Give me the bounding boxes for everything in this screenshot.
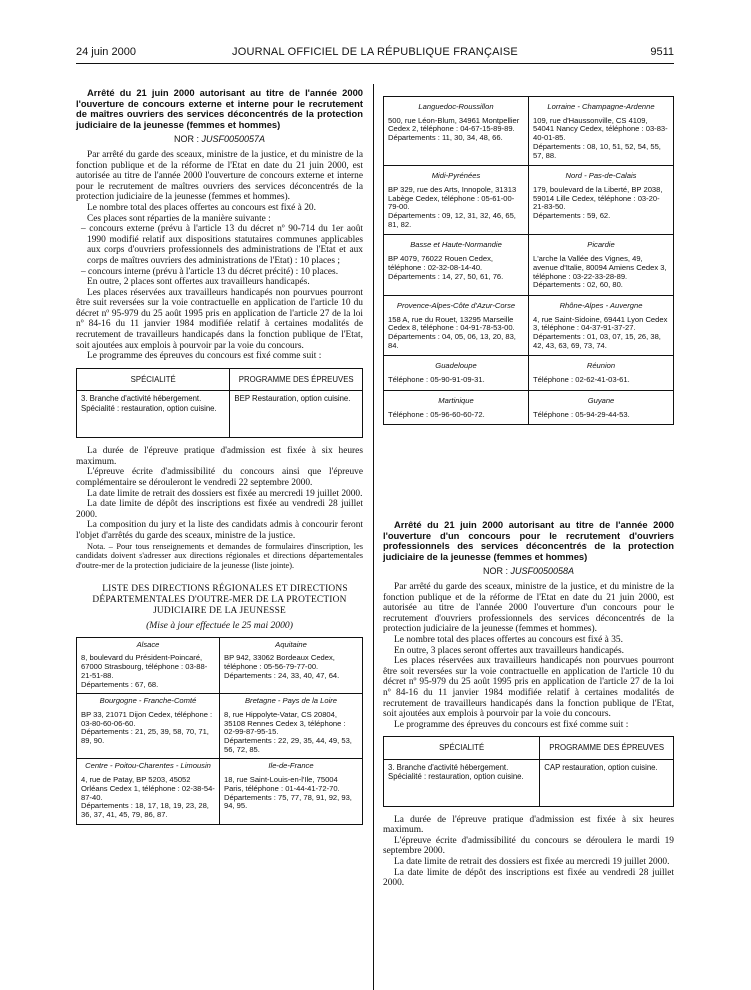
region-cell bbox=[529, 235, 674, 296]
paragraph: La date limite de retrait des dossiers est fixée au mercredi 19 juillet 2000. bbox=[87, 488, 363, 499]
region-departements: Départements : 02, 60, 80. bbox=[533, 280, 623, 290]
region-cell bbox=[77, 637, 220, 694]
region-phone: Téléphone : 05-96-60-60-72. bbox=[388, 409, 485, 419]
region-cell bbox=[384, 97, 529, 166]
region-cell bbox=[220, 694, 363, 759]
region-address: 4, rue Saint-Sidoine, 69441 Lyon Cedex 3, téléphone : 04-37-91-37-27. bbox=[533, 314, 668, 333]
table-cell: BEP Restauration, option cuisine. bbox=[230, 391, 363, 438]
region-name: Aquitaine bbox=[275, 639, 307, 649]
paragraph: Les places réservées aux travailleurs handicapés non pourvues pourront être suit reversées sur la voie contractuelle en application de l'article 10 du décret nº 95-979 du 25 août 1995 pris en application de l'article 27 de la loi nº 84-16 du 11 janvier 1984 modifiée relatif à certaines modalités de recrutement de travailleurs handicapés dans la fonction publique de l'Etat, soit ajoutées aux emplois à pourvoir par la voie du concours. bbox=[76, 287, 363, 351]
paragraph: La date limite de dépôt des inscriptions est fixée au vendredi 28 juillet 2000. bbox=[76, 499, 363, 520]
nor-label: NOR : bbox=[482, 566, 508, 577]
region-phone: Téléphone : 05-94-29-44-53. bbox=[533, 409, 630, 419]
header-rule bbox=[76, 63, 674, 64]
region-address: 158 A, rue du Rouet, 13295 Marseille Cedex 8, téléphone : 04-91-78-53-00. bbox=[388, 314, 515, 333]
region-address: 179, boulevard de la Liberté, BP 2038, 59014 Lille Cedex, téléphone : 03-20-21-83-50. bbox=[533, 184, 663, 212]
region-departements: Départements : 59, 62. bbox=[533, 211, 611, 221]
cell-line: Spécialité : restauration, option cuisine. bbox=[81, 403, 217, 413]
table-header: SPÉCIALITÉ bbox=[77, 368, 230, 390]
region-departements: Départements : 21, 25, 39, 58, 70, 71, 89, 90. bbox=[81, 727, 209, 746]
region-name: Provence-Alpes-Côte d'Azur-Corse bbox=[396, 300, 516, 310]
region-name: Picardie bbox=[587, 240, 615, 250]
region-cell bbox=[529, 166, 674, 235]
directions-table-left bbox=[76, 637, 363, 825]
region-name: Nord - Pas-de-Calais bbox=[565, 171, 637, 181]
programme-table bbox=[76, 368, 363, 438]
region-address: 18, rue Saint-Louis-en-l'Ile, 75004 Paris, téléphone : 01-44-41-72-70. bbox=[224, 775, 340, 793]
region-name: Basse et Haute-Normandie bbox=[410, 240, 502, 250]
region-name: Guyane bbox=[587, 395, 615, 405]
liste-subtitle: (Mise à jour effectuée le 25 mai 2000) bbox=[146, 620, 293, 632]
region-departements: Départements : 24, 33, 40, 47, 64. bbox=[224, 670, 340, 680]
paragraph: La composition du jury et la liste des candidats admis à concourir feront l'objet d'arrêtés du garde des sceaux, ministre de la justice. bbox=[76, 520, 363, 541]
region-cell bbox=[220, 759, 363, 824]
right-column bbox=[383, 520, 674, 889]
arrete1-nor bbox=[76, 134, 363, 145]
region-address: 8, rue Hippolyte-Vatar, CS 20804, 35108 Rennes Cedex 3, téléphone : 02-99-87-95-15. bbox=[224, 709, 346, 737]
region-name: Bretagne - Pays de la Loire bbox=[244, 696, 338, 706]
region-departements: Départements : 04, 05, 06, 13, 20, 83, 84. bbox=[388, 332, 516, 350]
region-address: BP 329, rue des Arts, Innopole, 31313 Labège Cedex, téléphone : 05-61-00-79-00. bbox=[388, 184, 517, 212]
cell-line: 3. Branche d'activité hébergement. bbox=[388, 762, 509, 772]
paragraph: En outre, 3 places seront offertes aux travailleurs handicapés. bbox=[394, 645, 624, 656]
paragraph: La date limite de retrait des dossiers est fixée au mercredi 19 juillet 2000. bbox=[394, 857, 670, 868]
table-header: PROGRAMME DES ÉPREUVES bbox=[230, 368, 363, 390]
paragraph: Par arrêté du garde des sceaux, ministre de la justice, et du ministre de la fonction publique et de la réforme de l'Etat en date du 21 juin 2000, est autorisée au titre de l'année 2000 l'ouverture de concours externe et interne pour le recrutement de maîtres ouvriers des services déconcentrés de la protection judiciaire de la jeunesse (femmes et hommes). bbox=[76, 149, 363, 203]
region-departements: Départements : 09, 12, 31, 32, 46, 65, 81, 82. bbox=[388, 211, 516, 229]
page-number: 9511 bbox=[650, 46, 674, 58]
page-header bbox=[76, 46, 674, 62]
region-name: Bourgogne - Franche-Comté bbox=[99, 696, 197, 706]
paragraph: L'épreuve écrite d'admissibilité du concours ainsi que l'épreuve complémentaire se dérouleront le vendredi 22 septembre 2000. bbox=[76, 467, 363, 489]
region-phone: Téléphone : 02-62-41-03-61. bbox=[533, 375, 630, 385]
paragraph: Le nombre total des places offertes au concours est fixé à 35. bbox=[394, 634, 623, 645]
region-departements: Départements : 22, 29, 35, 44, 49, 53, 56, 72, 85. bbox=[224, 736, 352, 754]
region-name: Midi-Pyrénées bbox=[431, 171, 481, 181]
region-departements: Départements : 18, 17, 18, 19, 23, 28, 36, 37, 41, 45, 79, 86, 87. bbox=[81, 801, 209, 819]
region-address: BP 4079, 76022 Rouen Cedex, téléphone : 02-32-08-14-40. bbox=[388, 254, 493, 272]
paragraph: Par arrêté du garde des sceaux, ministre de la justice, et du ministre de la fonction publique et de la réforme de l'Etat en date du 21 juin 2000, est autorisée au titre de l'année 2000 l'ouverture d'un concours pour le recrutement d'ouvriers professionnels des services déconcentrés de la protection judiciaire de la jeunesse (femmes et hommes). bbox=[383, 581, 674, 635]
region-address: 500, rue Léon-Blum, 34961 Montpellier Cedex 2, téléphone : 04-67-15-89-89. bbox=[388, 115, 520, 134]
region-name: Languedoc-Roussillon bbox=[418, 102, 494, 111]
region-cell bbox=[529, 390, 674, 424]
paragraph: Les places réservées aux travailleurs handicapés non pourvues pourront être soit reversées sur la voie contractuelle en application de l'article 10 du décret nº 95-979 du 25 août 1995 pris en application de l'article 27 de la loi nº 84-16 du 11 janvier 1984 modifiée relatif à certaines modalités de recrutement de travailleurs handicapés dans la fonction publique de l'Etat, soit ajoutées aux emplois à pourvoir par la voie du concours. bbox=[383, 656, 674, 720]
table-row bbox=[384, 759, 674, 806]
region-cell bbox=[220, 637, 363, 694]
liste-title: LISTE DES DIRECTIONS RÉGIONALES ET DIRECTIONS DÉPARTEMENTALES D'OUTRE-MER DE LA PROTECTION JUDICIAIRE DE LA JEUNESSE bbox=[92, 584, 348, 616]
arrete2-nor bbox=[383, 566, 674, 577]
region-cell bbox=[529, 97, 674, 166]
region-name: Rhône-Alpes - Auvergne bbox=[559, 300, 643, 310]
region-address: 8, boulevard du Président-Poincaré, 67000 Strasbourg, téléphone : 03-88-21-51-88. bbox=[81, 653, 208, 680]
region-name: Centre - Poitou-Charentes - Limousin bbox=[85, 761, 211, 771]
cell-line: Spécialité : restauration, option cuisine. bbox=[388, 772, 524, 782]
region-departements: Départements : 67, 68. bbox=[81, 679, 159, 689]
region-cell bbox=[529, 295, 674, 356]
region-cell bbox=[77, 694, 220, 759]
region-cell bbox=[529, 356, 674, 390]
header-date: 24 juin 2000 bbox=[76, 46, 136, 58]
paragraph: Ces places sont réparties de la manière suivante : bbox=[87, 213, 271, 224]
paragraph: En outre, 2 places sont offertes aux travailleurs handicapés. bbox=[87, 277, 310, 288]
table-cell bbox=[77, 391, 230, 438]
nor-code: JUSF0050058A bbox=[510, 566, 575, 577]
region-departements: Départements : 08, 10, 51, 52, 54, 55, 57, 88. bbox=[533, 141, 661, 160]
region-address: BP 942, 33062 Bordeaux Cedex, téléphone : 05-56-79-77-00. bbox=[224, 653, 335, 672]
left-column bbox=[76, 88, 363, 825]
region-address: 109, rue d'Haussonville, CS 4109, 54041 Nancy Cedex, téléphone : 03-83-40-01-85. bbox=[533, 115, 668, 143]
table-cell bbox=[384, 759, 540, 806]
region-departements: Départements : 11, 30, 34, 48, 66. bbox=[388, 133, 503, 143]
region-name: Réunion bbox=[586, 361, 616, 371]
arrete1-title: Arrêté du 21 juin 2000 autorisant au titre de l'année 2000 l'ouverture de concours externe et interne pour le recrutement de maîtres ouvriers des services déconcentrés de la protection judiciaire de la jeunesse (femmes et hommes) bbox=[76, 87, 363, 130]
programme-table bbox=[383, 736, 674, 806]
table-header: PROGRAMME DES ÉPREUVES bbox=[540, 737, 674, 759]
paragraph: La durée de l'épreuve pratique d'admission est fixée à six heures maximum. bbox=[383, 814, 674, 836]
region-departements: Départements : 01, 03, 07, 15, 26, 38, 42, 43, 63, 69, 73, 74. bbox=[533, 332, 661, 350]
region-phone: Téléphone : 05-90-91-09-31. bbox=[388, 375, 485, 385]
journal-title: JOURNAL OFFICIEL DE LA RÉPUBLIQUE FRANÇAISE bbox=[232, 46, 518, 58]
region-departements: Départements : 75, 77, 78, 91, 92, 93, 94, 95. bbox=[224, 792, 352, 811]
table-cell: CAP restauration, option cuisine. bbox=[540, 759, 674, 806]
paragraph: L'épreuve écrite d'admissibilité du concours se déroulera le mardi 19 septembre 2000. bbox=[383, 835, 674, 857]
region-name: Alsace bbox=[136, 639, 160, 649]
column-separator bbox=[373, 84, 374, 990]
nor-label: NOR : bbox=[173, 134, 199, 145]
region-address: L'arche la Vallée des Vignes, 49, avenue d'Italie, 80094 Amiens Cedex 3, téléphone : 03-22-33-28-89. bbox=[533, 254, 667, 281]
region-departements: Départements : 14, 27, 50, 61, 76. bbox=[388, 271, 504, 281]
region-cell bbox=[384, 295, 529, 356]
region-name: Ile-de-France bbox=[268, 761, 314, 771]
region-cell bbox=[384, 235, 529, 296]
region-address: BP 33, 21071 Dijon Cedex, téléphone : 03-80-60-06-60. bbox=[81, 709, 213, 728]
cell-line: 3. Branche d'activité hébergement. bbox=[81, 394, 202, 404]
region-name: Martinique bbox=[438, 395, 474, 405]
region-cell bbox=[384, 166, 529, 235]
arrete2-title: Arrêté du 21 juin 2000 autorisant au titre de l'année 2000 l'ouverture d'un concours pour le recrutement d'ouvriers professionnels des services déconcentrés de la protection judiciaire de la jeunesse (femmes et hommes) bbox=[383, 519, 674, 562]
nota: Nota. – Pour tous renseignements et demandes de formulaires d'inscription, les candidats doivent s'adresser aux directions régionales et directions départementales d'outre-mer de la protection judiciaire de la jeunesse (liste jointe). bbox=[76, 541, 363, 570]
list-item: – concours externe (prévu à l'article 13 du décret nº 90-714 du 1er août 1990 modifié relatif aux dispositions statutaires communes applicables aux corps d'ouvriers professionnels des administrations de l'Etat et aux corps de maîtres ouvriers des administrations de l'Etat) : 10 places ; bbox=[81, 224, 363, 266]
region-cell bbox=[384, 356, 529, 390]
region-name: Guadeloupe bbox=[435, 361, 477, 371]
directions-table-right-wrap bbox=[383, 96, 674, 425]
list-item: – concours interne (prévu à l'article 13 du décret précité) : 10 places. bbox=[81, 266, 339, 277]
directions-table-right bbox=[383, 96, 674, 425]
region-name: Lorraine - Champagne-Ardenne bbox=[547, 102, 655, 111]
paragraph: Le programme des épreuves du concours est fixé comme suit : bbox=[87, 351, 322, 362]
region-cell bbox=[384, 390, 529, 424]
region-address: 4, rue de Patay, BP 5203, 45052 Orléans Cedex 1, téléphone : 02-38-54-87-40. bbox=[81, 775, 215, 802]
table-row bbox=[77, 391, 363, 438]
table-header: SPÉCIALITÉ bbox=[384, 737, 540, 759]
paragraph: Le programme des épreuves du concours est fixé comme suit : bbox=[394, 719, 629, 730]
paragraph: La date limite de dépôt des inscriptions est fixée au vendredi 28 juillet 2000. bbox=[383, 867, 674, 889]
paragraph: Le nombre total des places offertes au concours est fixé à 20. bbox=[87, 202, 316, 213]
nor-code: JUSF0050057A bbox=[201, 134, 266, 145]
paragraph: La durée de l'épreuve pratique d'admission est fixée à six heures maximum. bbox=[76, 446, 363, 467]
region-cell bbox=[77, 759, 220, 824]
